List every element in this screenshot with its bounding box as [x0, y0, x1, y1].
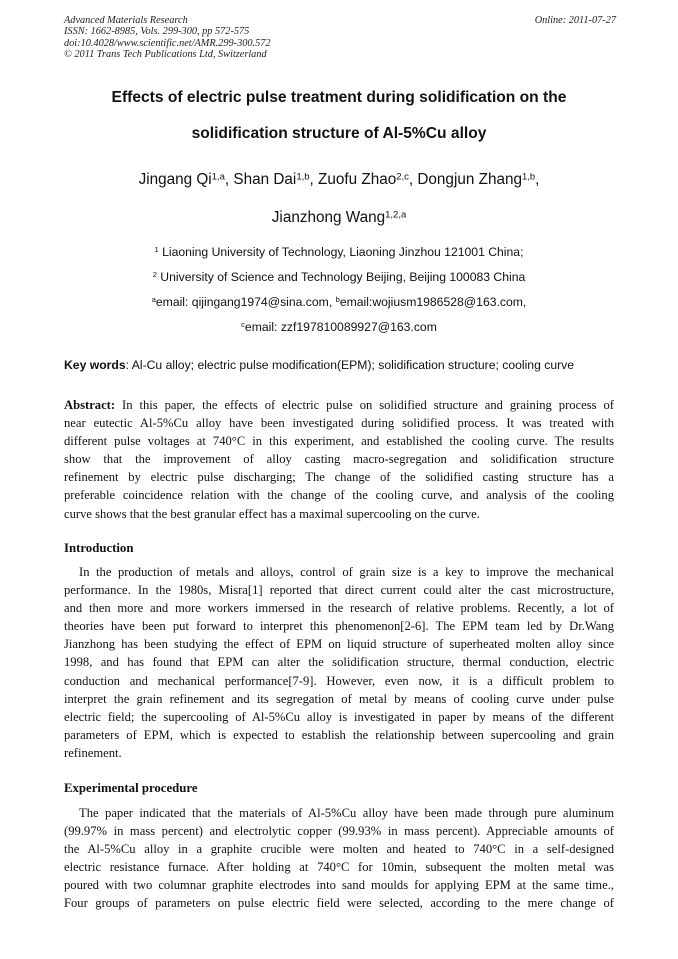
email-mark: c	[241, 320, 245, 330]
body-line: In the production of metals and alloys, control of grain size is a key to improve the mechanical	[79, 565, 614, 579]
body-line: the Al-5%Cu alloy in a graphite crucible were molten and heated to 740°C in a self-designed	[64, 842, 614, 857]
author-separator: ,	[309, 171, 318, 188]
body-line: performance. In the 1980s, Misra[1] reported that direct current could alter the cast microstructure,	[64, 583, 614, 598]
author-separator: ,	[408, 171, 418, 188]
keywords-label: Key words	[64, 358, 126, 372]
email-b[interactable]: email:wojiusm1986528@163.com,	[339, 295, 527, 309]
abstract-line: different pulse voltages at 740°C in this experiment, and established the cooling curve. The results	[64, 434, 614, 449]
paper-title-line-2: solidification structure of Al-5%Cu alloy	[191, 125, 487, 142]
abstract-line: show that the improvement of alloy casting macro-segregation and solidification structure	[64, 452, 614, 467]
abstract-line	[64, 396, 614, 414]
journal-name: Advanced Materials Research	[64, 15, 188, 26]
author-affiliation-mark: 1,b	[521, 171, 536, 183]
body-line: Jianzhong has been studying the effect of EPM on liquid structure of superheated molten alloy since	[64, 637, 614, 652]
body-line: 1998, and has found that EPM can alter the solidification structure, thermal conduction, electric	[64, 655, 614, 670]
body-line: poured with two columnar graphite electrodes into sand moulds for applying EPM at the same time.,	[64, 878, 614, 893]
keywords-text: : Al-Cu alloy; electric pulse modification(EPM); solidification structure; cooling curve	[125, 358, 575, 372]
issn-line: ISSN: 1662-8985, Vols. 299-300, pp 572-575	[64, 26, 250, 38]
abstract-line-text: In this paper, the effects of electric pulse on solidified structure and graining process of	[115, 398, 614, 412]
author-affiliation-mark: 2,c	[396, 171, 409, 183]
email-mark: b	[335, 295, 340, 305]
email-a[interactable]: email: qijingang1974@sina.com,	[155, 295, 336, 309]
affiliation-text: Liaoning University of Technology, Liaoning Jinzhou 121001 China;	[158, 245, 524, 259]
email-line-ab	[30, 295, 648, 309]
body-line: theories have been put forward to interpret this phenomenon[2-6]. The EPM team led by Dr.Wang	[64, 619, 614, 634]
body-line: (99.97% in mass percent) and electrolytic copper (99.93% in mass percent). Appreciable amounts of	[64, 824, 614, 839]
body-line: Four groups of parameters on pulse electric field were selected, according to the mere change of	[64, 896, 614, 911]
abstract-paragraph	[64, 396, 614, 523]
affiliation-1	[30, 245, 648, 259]
body-line: parameters of EPM, which is expected to establish the relationship between supercooling and grain	[64, 727, 614, 742]
abstract-label: Abstract:	[64, 398, 116, 412]
body-line: electric field; the supercooling of Al-5%Cu alloy is investigated in paper by means of the different	[64, 709, 614, 724]
experimental-paragraph	[64, 804, 614, 913]
affiliation-mark: 2	[152, 270, 157, 280]
author-name: Zuofu Zhao	[318, 171, 397, 188]
author-affiliation-mark: 1,2,a	[385, 209, 407, 221]
affiliation-2	[30, 270, 648, 284]
author-name: Shan Dai	[233, 171, 297, 188]
affiliation-text: University of Science and Technology Beijing, Beijing 100083 China	[156, 270, 526, 284]
journal-header	[64, 15, 616, 60]
email-mark: a	[151, 295, 156, 305]
paper-title-line-1: Effects of electric pulse treatment during solidification on the	[111, 89, 567, 106]
body-line: and then more and more workers immersed in the research of relative problems. Recently, a lot of	[64, 601, 614, 616]
author-name: Jingang Qi	[138, 171, 212, 188]
author-separator: ,	[224, 171, 234, 188]
abstract-line: refinement by electric pulse discharging; The change of the solidified casting structure has a	[64, 470, 614, 485]
copyright-line: © 2011 Trans Tech Publications Ltd, Switzerland	[64, 48, 267, 60]
author-name: Jianzhong Wang	[271, 209, 386, 226]
author-list	[30, 171, 648, 189]
introduction-heading: Introduction	[64, 541, 134, 555]
abstract-line: preferable coincidence relation with the change of the cooling curve, and analysis of the cooling	[64, 488, 614, 503]
author-name: Dongjun Zhang	[417, 171, 522, 188]
author-affiliation-mark: 1,b	[296, 171, 310, 183]
body-line: conduction and mechanical performance[7-9]. However, even now, it is a difficult problem to	[64, 673, 614, 688]
doi-line[interactable]: doi:10.4028/www.scientific.net/AMR.299-300.572	[64, 37, 271, 49]
keywords	[64, 358, 624, 372]
body-line: refinement.	[64, 745, 122, 760]
author-list-continued	[30, 209, 648, 227]
affiliation-mark: 1	[154, 245, 159, 255]
author-affiliation-mark: 1,a	[211, 171, 225, 183]
online-date: Online: 2011-07-27	[534, 15, 616, 26]
body-line: electric resistance furnace. After holding at 740°C for 10min, subsequent the molten metal was	[64, 860, 614, 875]
abstract-line: near eutectic Al-5%Cu alloy have been investigated during solidified process. It was treated with	[64, 416, 614, 431]
author-separator: ,	[535, 171, 540, 188]
body-line: interpret the grain refinement and its segregation of metal by means of cooling curve under pulse	[64, 691, 614, 706]
introduction-paragraph	[64, 563, 614, 762]
body-line: The paper indicated that the materials of Al-5%Cu alloy have been made through pure aluminum	[79, 806, 614, 820]
email-c[interactable]: email: zzf197810089927@163.com	[244, 320, 437, 334]
email-line-c	[30, 320, 648, 334]
experimental-heading: Experimental procedure	[64, 781, 198, 795]
abstract-line: curve shows that the best granular effect has a maximal supercooling on the curve.	[64, 506, 480, 521]
